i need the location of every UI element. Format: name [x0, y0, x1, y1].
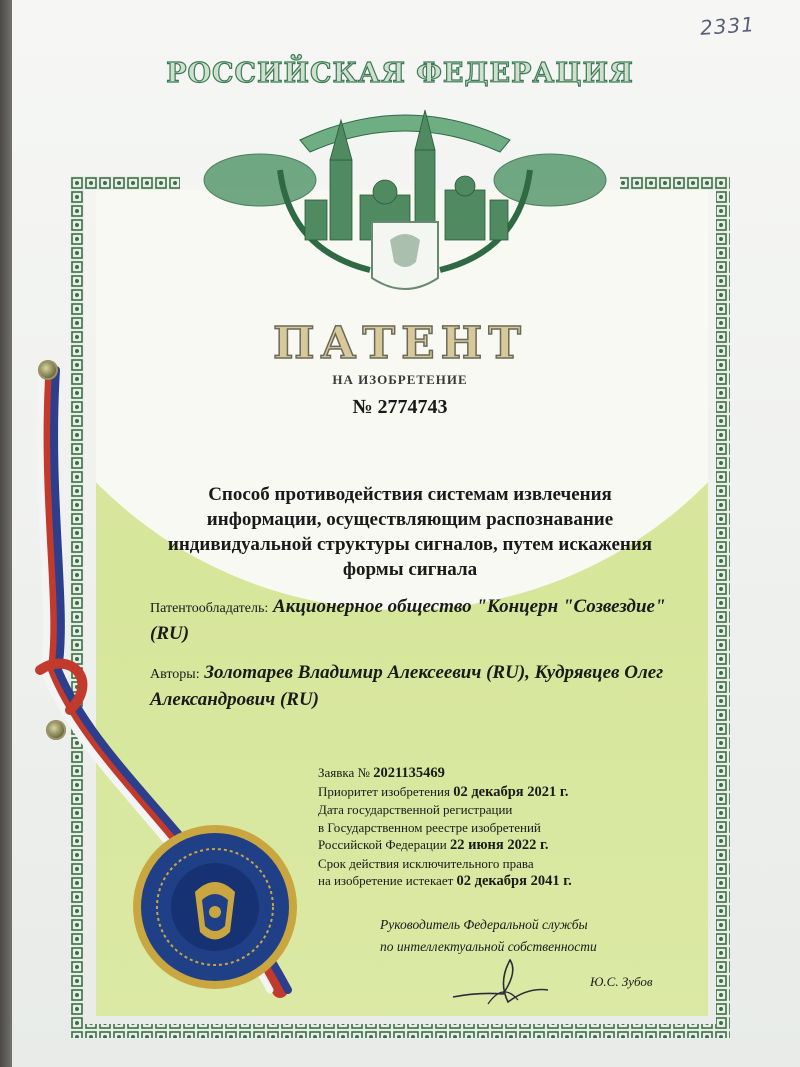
term-line-2: [318, 872, 678, 891]
term-line-1: Срок действия исключительного права: [318, 855, 534, 871]
authors-value: Золотарев Владимир Алексеевич (RU), Кудрявцев Олег Александрович (RU): [150, 662, 664, 710]
registration-info: [318, 764, 678, 891]
official-title-line-1: Руководитель Федеральной службы: [380, 917, 588, 932]
signature-icon: [448, 952, 558, 1012]
patent-holder-label: Патентообладатель:: [150, 601, 269, 616]
application-line: [318, 764, 678, 783]
invention-title: Способ противодействия системам извлечения информации, осуществляющим распознавание индивидуальной структуры сигналов, путем искажения формы сигнала: [167, 484, 653, 580]
grommet-bottom: [46, 720, 66, 740]
priority-date: 02 декабря 2021 г.: [453, 783, 569, 800]
handwritten-number: 2331: [699, 12, 756, 40]
registration-line-3: [318, 836, 678, 855]
wax-seal-icon: [130, 822, 300, 992]
patent-holder-value: Акционерное общество "Концерн "Созвездие" (RU): [150, 596, 666, 644]
official-name: Ю.С. Зубов: [590, 974, 653, 989]
application-number: 2021135469: [373, 765, 445, 781]
registration-line-1: Дата государственной регистрации: [318, 802, 513, 817]
patent-subtitle: НА ИЗОБРЕТЕНИЕ: [332, 372, 468, 387]
patent-word: ПАТЕНТ: [273, 318, 527, 369]
registration-date: 22 июня 2022 г.: [449, 837, 549, 853]
term-date: 02 декабря 2041 г.: [456, 873, 572, 889]
patent-number: № 2774743: [352, 396, 448, 418]
russian-coat-of-arms-icon: [372, 222, 438, 289]
registration-line-2: в Государственном реестре изобретений: [318, 819, 541, 835]
priority-line: [318, 783, 678, 802]
kremlin-emblem-icon: [200, 100, 610, 300]
priority-label: Приоритет изобретения: [318, 783, 450, 799]
authors-label: Авторы:: [150, 667, 200, 682]
application-label: Заявка №: [318, 765, 370, 780]
registration-line-3-text: Российской Федерации: [318, 837, 447, 852]
grommet-top: [38, 360, 58, 380]
official-title-line-2: по интеллектуальной собственности: [380, 939, 597, 954]
country-title: РОССИЙСКАЯ ФЕДЕРАЦИЯ: [166, 58, 634, 89]
term-line-2-text: на изобретение истекает: [318, 873, 454, 888]
